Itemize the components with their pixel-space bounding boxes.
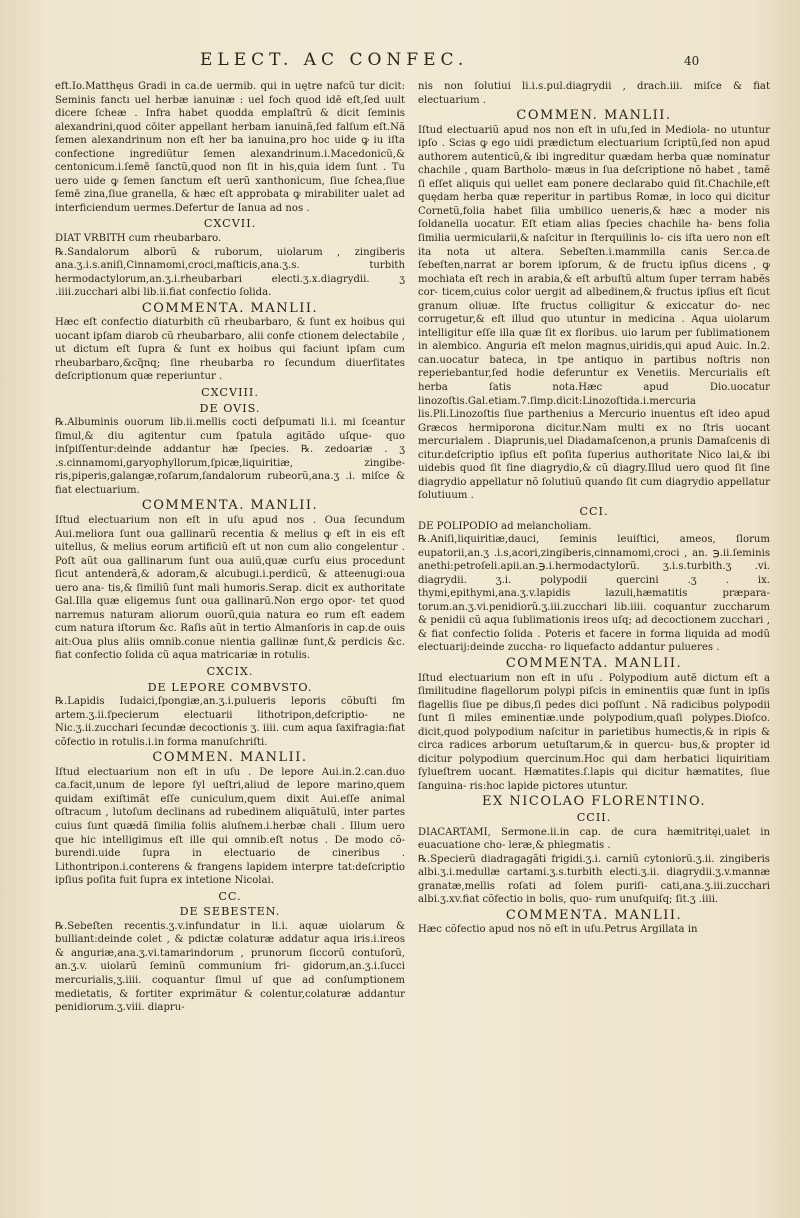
text-paragraph: DE POLIPODIO ad melancholiam. [418,520,592,532]
text-paragraph: Iſtud electuarium non eſt in uſu . Polypodium autẽ dictum eſt a ſimilitudine flagellorum polypi piſcis in eminentiis quæ ſunt in ipſis flagellis ſiue pe dibus,ſi pedes dici poſſunt . Nã radicibus polypodii ſunt ſi miles eminentiæ.unde polypodium,quaſi polypes.Dioſco. dicit,quod polypodium naſcitur in parietibus humectis,& in ripis & circa radices arborum uetuſtarum,& in quercu- bus,& propter id dicitur polypodium quercinum.Hoc qui dam herbatici liquiritiam ſylueſtrem uocant. Hæmatites.ſ.lapis qui dicitur hæmatites, ſiue ſanguina- ris:hoc lapide pictores utuntur. [418,672,770,792]
text-paragraph: Iſtud electuariũ apud nos non eſt in uſu,ſed in Mediola- no utuntur ipſo . Scias ꝙ ego uidi prædictum electuarium ſcriptũ,ſed non apud authorem autenticũ,& ibi ingreditur quædam herba quæ nominatur chachile , quam Bartholo- mæus in ſua deſcriptione nõ habet , tamẽ ſi eſſet aliquis qui uellet eam ponere declarabo quid ſit.Chachile,eſt quędam herba quæ reperitur in partibus Romæ, in loco qui dicitur Cornetũ,folia habet ſilia umbilico ueneris,& hæc a moder nis ſoldanella uocatur. Eſt etiam alias ſpecies chachile ha- bens folia ſimilia uermicularii,& naſcitur in ſterquilinis lo- cis iſta uero non eſt ita nota ut altera. Sebeſten.i.mammilla canis Ser.ca.de ſebeſten,narrat ar borem ipſorum, & de fructu ipſius dicens , ꝙ mochiata eſt rech in arabia,& eſt arbuſtũ altum ſuper terram habẽs cor- ticem,cuius color uergit ad albedinem,& fructus ipſius eſt ſicut granum oliuæ. Iſte fructus colligitur & exiccatur do- nec corrugetur,& eſt illud quo utuntur in medicina . Aqua uiolarum intelligitur eſſe illa quæ ſit ex floribus. uio larum per ſublimationem in alembico. Anguria eſt melon magnus,uiridis,qui apud Auic. In.2. can.uocatur bateca, in tpe antiquo in partibus noſtris non reperiebantur,ſed hodie deferuntur ex Venetiis. Mercurialis eſt herba ſatis nota.Hæc apud Dio.uocatur linozoſtis.Gal.etiam.7.ſimp.dicit:Linozoſtida.i.mercuria lis.Pli.Linozoſtis ſiue parthenius a Mercurio inuentus eſt ideo apud Græcos hermiporona dicitur.Nam multi ex no ſtris uocant mercurialem . Diaprunis,uel Diadamaſcenon,a prunis Damaſcenis di citur.deſcriptio ipſius eſt poſita ſuperius authoritate Nico lai,& ibi uidebis quod ſit ſine diagrydio,& cũ diagry.Illud uero quod ſit ſine diagrydio appellatur nõ ſolutiuũ quando ſit cum diagrydio appellatur ſolutiuum . [418,124,770,502]
section-heading: DE OVIS. [199,401,261,415]
page-number: 40 [684,54,700,68]
section-heading: CXCVIII. [201,386,259,400]
commentary-heading: COMMENTA. MANLII. [505,907,683,923]
text-paragraph: ℞.Lapidis Iudaici,ſpongiæ,an.ʒ.i.pulueris leporis cõbuſti ſm artem.ʒ.ii.ſpecierum electuarii lithotripon,deſcriptio- ne Nic.ʒ.ii.zucchari ſecundæ decoctionis ʒ. iiii. cum aqua ſaxifragia:fiat cõfectio in rotulis.i.in forma manuſchriſti. [55,696,405,748]
text-paragraph: DIACARTAMI, Sermone.ii.in cap. de cura hæmitritęi,ualet in euacuatione cho- leræ,& phlegmatis . [418,826,770,852]
text-paragraph: eft.Io.Matthęus Gradi in ca.de uermib. qui in uętre nafcũ tur dicit: Seminis fanctı uel herbæ ianuinæ : uel foch quod idē eſt,ſed uult dicere ſcheæ . Infra habet quodda emplaſtrũ & dicit ſeminis alexandrini,quod cōiter appellant herbam ianuinã,ſed falſum eſt.Nã ſemen alexandrinum non eſt her ba ianuina,pro hoc uide ꝙ iu iſta confectione ingrediũtur ſemen alexandrinum.i.Macedonicũ,& centonicum.i.ſemē ſanctũ,quod non ſit in his,quia idem ſunt . Tu uero uide ꝙ ſemen ſanctum eſt uerũ xanthonicum, ſiue ſchea,ſiue ſemē zina,ſiue granella, & hæc eſt approbata ꝙ mirabiliter ualet ad interficiendum uermes.Defertur de Ianua ad nos . [55,81,405,214]
text-paragraph: Hæc eſt confectio diaturbith cũ rheubarbaro, & ſunt ex hoibus qui uocant ipſam diarob cũ rheubarbaro, alii confe ctionem delectabile , ut dictum eſt ſupra & ſunt ex hoibus qui faciunt ipſam cum rheubarbaro,&cq̃nq; ſine rheubarba ro ſecundum diuerſitates deſcriptionum quæ reperiuntur . [55,317,405,383]
section-heading: CXCVII. [203,217,257,231]
page-header [0,50,800,74]
text-paragraph: ℞.Sebeſten recentis.ʒ.v.infundatur in li.i. aquæ uiolarum & bulliant:deinde colet , & pdictæ colaturæ addatur aqua iris.i.ireos & anguriæ,ana.ʒ.vi.tamarindorum , prunorum ſiccorũ contuſorũ, an.ʒ.v. uiolarũ ſeminũ communium fri- gidorum,an.ʒ.i.ſucci mercurialis,ʒ.iiii. coquantur ſimul uſ que ad conſumptionem medietatis, & fortiter exprimãtur & colentur,colaturæ addantur penidiorum.ʒ.viii. diapru- [55,920,405,1014]
section-heading: CCI. [579,504,609,518]
text-paragraph: Iſtud electuarium non eſt in uſu apud nos . Oua ſecundum Aui.meliora ſunt oua gallinarũ recentia & melius ꝙ eſt in eis eſt uitellus, & melius eorum artificiũ eſt ut non cum alio congelentur . Poſt aũt oua gallinarum ſunt oua auiũ,quæ curſu eius procedunt ſicut antenderã,& adoram,& alcubugi.i.perdicũ, & atteenugi:oua uero ana- tis,& ſimiliũ ſunt mali humoris.Serap. dicit ex authoritate Gal.Illa quæ eligemus ſunt oua gallinarũ.Non ergo opor- tet quod narremus naturam aliorum ouorũ,quia natura eo rum eſt eadem cum natura iſtorum &c. Raſis aũt in tertio Almanſoris in cap.de ouis ait:Oua plus aliis omnib.conue nientia gallinæ ſunt,& perdicis &c. fiat confectio ſolida cũ aqua matricariæ in rotulis. [55,514,405,662]
section-heading: CCII. [576,810,612,824]
section-heading: DE SEBESTEN. [179,905,281,919]
commentary-heading: COMMENTA. MANLII. [141,300,319,316]
text-paragraph: Iſtud electuarium non eſt in uſu . De lepore Aui.in.2.can.duo ca.facit,unum de lepore ſyl ueſtri,aliud de lepore marino,quem quidam exiſtimãt eſſe cuniculum,quem dixit Aui.eſſe animal oſtracum , lutoſum declinans ad rubedinem aliquãtulũ, inter partes cuius ſunt quædã ſimilia foliis aluſnem.i.herbæ chali . Illum uero que hic intelligimus eſt ille qui omnib.eſt notus . De modo cõ- burendi.uide ſupra in electuario de cineribus . Lithontripon.i.conterens & frangens lapidem interpre tat:deſcriptio ipſius poſita fuit ſupra ex intetione Nicolai. [55,766,405,887]
commentary-heading: COMMEN. MANLII. [152,750,308,766]
commentary-heading: EX NICOLAO FLORENTINO. [482,794,706,810]
commentary-heading: COMMENTA. MANLII. [505,655,683,671]
text-paragraph: nis non ſolutiui li.i.s.pul.diagrydii , drach.iii. miſce & fiat electuarium . [418,81,770,106]
section-heading: CXCIX. [206,664,254,678]
text-paragraph: ℞.Albuminis ouorum lib.ii.mellis cocti deſpumati li.i. mi ſceantur ſimul,& diu agitentur cum ſpatula agitãdo uſque- quo inſpiſſentur:deinde addantur hæ ſpecies. ℞. zedoariæ . ʒ .s.cinnamomi,garyophyllorum,ſpicæ,liquiritiæ, zingibe- ris,piperis,galangæ,roſarum,ſandalorum rubeorũ,ana.ʒ .i. miſce & fiat electuarium. [55,417,405,496]
commentary-heading: COMMEN. MANLII. [516,108,672,124]
section-heading: CC. [218,889,242,903]
running-head: ELECT. AC CONFEC. [200,50,469,70]
section-heading: DE LEPORE COMBVSTO. [147,680,313,694]
text-paragraph: ℞.Aniſi,liquiritiæ,dauci, ſeminis leuiſtici, ameos, ſlorum eupatorii,an.ʒ .i.s,acori,zingiberis,cinnamomi,croci , an. ℈.ii.ſeminis anethi:petroſeli.apii.an.℈.i.hermodactylorũ. ʒ.i.s.turbith.ʒ .vi. diagrydii. ʒ.i. polypodii quercini .ʒ . ix. thymi,epithymi,ana.ʒ.v.lapidis lazuli,hæmatitis præpara- torum.an.ʒ.vi.penidiorũ.ʒ.iii.zucchari lib.iiii. coquantur zuccharum & penidii cũ aqua ſublimationis ireos uſq; ad decoctionem zucchari , & fiat confectio ſolida . Poteris et facere in forma liquida ad modũ electuarij:deinde zuccha- ro liquefacto addantur pulueres . [418,534,770,654]
commentary-heading: COMMENTA. MANLII. [141,498,319,514]
text-paragraph: ℞.Sandalorum alborũ & ruborum, uiolarum , zingiberis ana.ʒ.i.s.aniſi,Cinnamomi,croci,maſticis,ana.ʒ.s. turbith hermodactylorum,an.ʒ.i.rheubarbari electi.ʒ.x.diagrydii. ʒ .iiii.zucchari albi lib.ii.fiat confectio ſolida. [55,246,405,299]
text-paragraph: ℞.Specierũ diadragagãti frigidi.ʒ.i. carniũ cytoniorũ.ʒ.ii. zingiberis albi.ʒ.i.medullæ cartami.ʒ.s.turbith electi.ʒ.ii. diagrydii.ʒ.v.mannæ granatæ,mellis roſati ad ſolem puriſi- cati,ana.ʒ.iii.zucchari albi.ʒ.xv.fiat cõfectio in bolis, quo- rum unuſquiſq; ſit.ʒ .iiii. [418,853,770,906]
left-text-column [55,80,405,1015]
text-paragraph: Hæc cõfectio apud nos nõ eſt in uſu.Petrus Argillata in [418,924,698,936]
right-text-column [418,80,770,937]
text-paragraph: DIAT VRBITH cum rheubarbaro. [55,233,222,245]
